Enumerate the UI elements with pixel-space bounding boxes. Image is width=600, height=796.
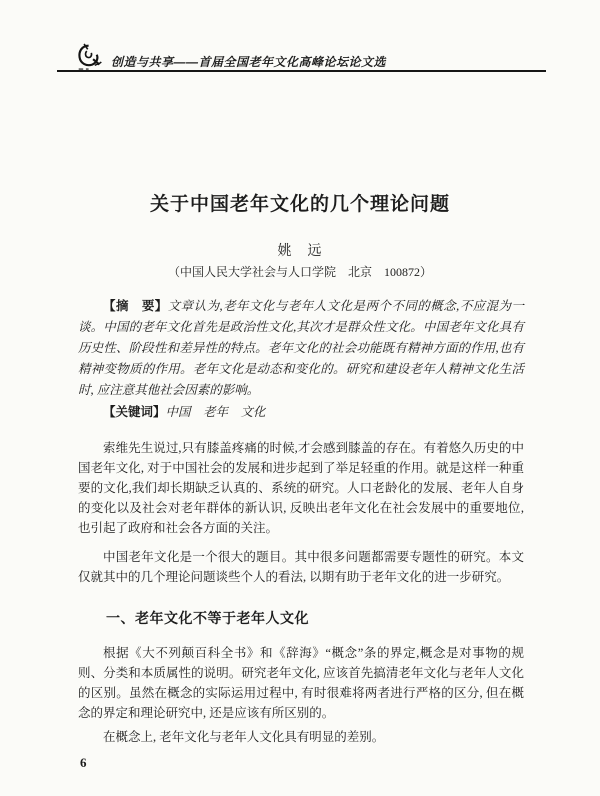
- article-title: 关于中国老年文化的几个理论问题: [149, 194, 450, 215]
- article-affiliation: （中国人民大学社会与人口学院 北京 100872）: [167, 265, 432, 279]
- abstract-label: 【摘 要】: [103, 299, 168, 313]
- header-rule: [57, 70, 546, 72]
- article-author: 姚 远: [277, 244, 323, 259]
- page-number: 6: [80, 755, 87, 770]
- abstract: [78, 296, 524, 401]
- forum-logo-icon: [76, 42, 103, 71]
- abstract-text: 文章认为,老年文化与老年人文化是两个不同的概念,不应混为一谈。中国的老年文化首先是政治性文化,其次才是群众性文化。中国老年文化具有历史性、阶段性和差异性的特点。老年文化的社会功能既有精神方面的作用,也有精神变物质的作用。老年文化是动态和变化的。研究和建设老年人精神文化生活时, 应注意其他社会因素的影响。: [78, 299, 524, 397]
- intro-paragraph-1: 索维先生说过,只有膝盖疼痛的时候,才会感到膝盖的存在。有着悠久历史的中国老年文化, 对于中国社会的发展和进步起到了举足轻重的作用。就是这样一种重要的文化,我们却长期缺乏认真的、系统的研究。人口老龄化的发展、老年人自身的变化以及社会对老年群体的新认识, 反映出老年文化在社会发展中的重要地位,也引起了政府和社会各方面的关注。: [78, 441, 524, 535]
- intro-paragraph-2: 中国老年文化是一个很大的题目。其中很多问题都需要专题性的研究。本文仅就其中的几个理论问题谈些个人的看法, 以期有助于老年文化的进一步研究。: [78, 550, 524, 584]
- keywords-text: 中国 老年 文化: [165, 405, 266, 419]
- series-title: 创造与共享——首届全国老年文化高峰论坛论文选: [111, 55, 387, 69]
- keywords-label: 【关键词】: [103, 405, 166, 419]
- keywords: [78, 402, 524, 423]
- page-header: [76, 42, 386, 71]
- section-1-paragraph-1: 根据《大不列颠百科全书》和《辞海》“概念”条的界定,概念是对事物的规则、分类和本质属性的说明。研究老年文化, 应该首先搞清老年文化与老年人文化的区别。虽然在概念的实际运用过程中, 有时很难将两者进行严格的区分, 但在概念的界定和理论研究中, 还是应该有所区别的。: [78, 646, 524, 720]
- section-1-heading: 一、老年文化不等于老年人文化: [106, 610, 309, 626]
- section-1-paragraph-2: 在概念上, 老年文化与老年人文化具有明显的差别。: [103, 730, 385, 744]
